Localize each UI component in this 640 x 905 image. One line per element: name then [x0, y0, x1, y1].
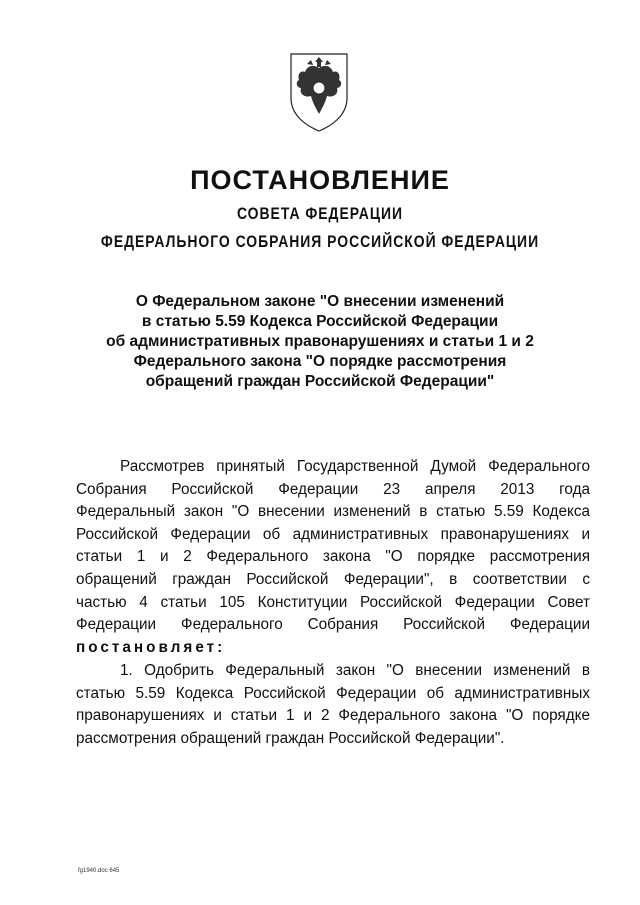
subject-line: Федерального закона "О порядке рассмотрения	[133, 353, 507, 370]
paragraph-line: 1. Одобрить Федеральный закон "О внесении изменений в	[120, 662, 590, 679]
paragraph-line: частью 4 статьи 105 Конституции Российской Федерации Совет	[76, 593, 590, 611]
issuer-line-2: ФЕДЕРАЛЬНОГО СОБРАНИЯ РОССИЙСКОЙ ФЕДЕРАЦИИ	[100, 232, 540, 251]
paragraph-line: Федерации Федерального Собрания Российской Федерации	[76, 616, 590, 634]
subject-heading	[100, 292, 540, 392]
subject-line: об административных правонарушениях и статьи 1 и 2	[106, 333, 534, 350]
subject-line: обращений граждан Российской Федерации"	[145, 373, 495, 390]
issuer-line-1: СОВЕТА ФЕДЕРАЦИИ	[236, 204, 404, 223]
paragraph-line: рассмотрения обращений граждан Российской Федерации".	[76, 729, 505, 747]
paragraph-line: Российской Федерации об административных правонарушениях и	[76, 525, 590, 543]
paragraph-line: Федеральный закон "О внесении изменений в статью 5.59 Кодекса	[76, 503, 590, 521]
subject-line: О Федеральном законе "О внесении изменений	[135, 293, 505, 310]
paragraph-line: Собрания Российской Федерации 23 апреля 2013 года	[76, 480, 590, 498]
resolution-paragraph	[76, 660, 590, 750]
paragraph-line: правонарушениях и статьи 1 и 2 Федерального закона "О порядке	[76, 707, 590, 725]
preamble-paragraph	[76, 456, 590, 659]
decree-word: постановляет:	[76, 638, 226, 656]
document-title: ПОСТАНОВЛЕНИЕ	[190, 165, 450, 195]
file-reference: fg1940.doc 645	[78, 868, 120, 874]
coat-of-arms-emblem	[285, 50, 353, 134]
paragraph-line: статью 5.59 Кодекса Российской Федерации об административных	[76, 684, 590, 702]
paragraph-line: Рассмотрев принятый Государственной Думой Федерального	[120, 458, 590, 475]
paragraph-line: статьи 1 и 2 Федерального закона "О порядке рассмотрения	[76, 548, 590, 566]
paragraph-line: обращений граждан Российской Федерации", в соответствии с	[76, 570, 590, 588]
subject-line: в статью 5.59 Кодекса Российской Федерации	[141, 313, 499, 330]
